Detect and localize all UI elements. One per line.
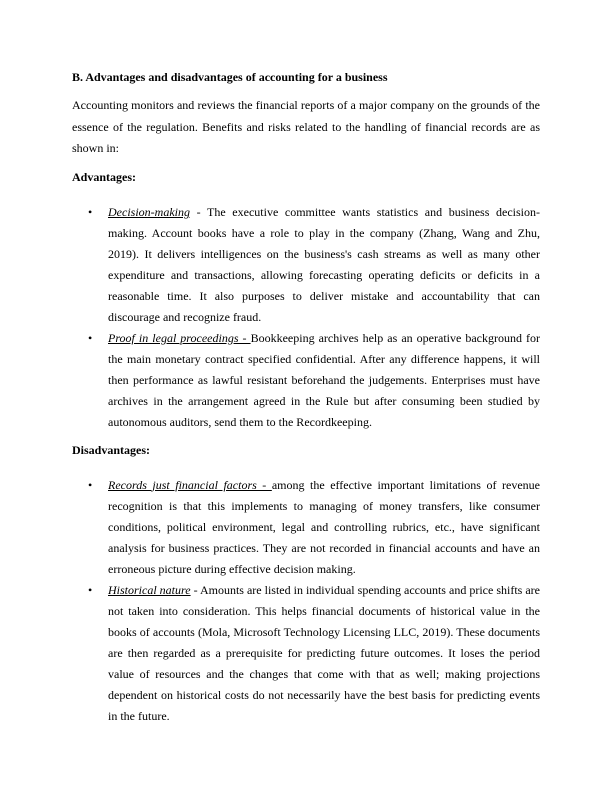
list-item-text: Bookkeeping archives help as an operative background for the main monetary contract specified confidential. After any difference happens, it will then performance as lawful resistant beforehand the judgements. Enterprises must have archives in the arrangement agreed in the Rule but after consuming been studied by autonomous auditors, send them to the Recordkeeping. xyxy=(108,330,541,429)
list-item-term: Proof in legal proceedings - xyxy=(108,330,251,345)
disadvantages-list xyxy=(72,475,540,727)
list-item xyxy=(72,580,540,727)
bullet-icon: • xyxy=(88,477,93,492)
list-item xyxy=(72,475,540,580)
intro-paragraph: Accounting monitors and reviews the financial reports of a major company on the grounds of the essence of the regulation. Benefits and risks related to the handling of financial records are as shown in: xyxy=(72,98,540,155)
bullet-icon: • xyxy=(88,330,93,345)
document-page xyxy=(72,69,540,736)
list-item-term: Decision-making xyxy=(108,204,190,219)
list-item-term: Historical nature xyxy=(108,582,191,597)
advantages-list xyxy=(72,202,540,433)
disadvantages-heading: Disadvantages: xyxy=(72,442,151,457)
list-item xyxy=(72,202,540,328)
section-heading: B. Advantages and disadvantages of accounting for a business xyxy=(72,70,388,84)
list-item-text: - Amounts are listed in individual spending accounts and price shifts are not taken into consideration. This helps financial documents of historical value in the books of accounts (Mola, Microsoft Technology Licensing LLC, 2019). These documents are then regarded as a prerequisite for predicting future outcomes. It loses the period value of resources and the changes that come with that as well; making projections dependent on historical costs do not necessarily have the best basis for predicting events in the future. xyxy=(108,582,540,723)
bullet-icon: • xyxy=(88,582,93,597)
advantages-heading: Advantages: xyxy=(72,169,137,184)
list-item-text: among the effective important limitations of revenue recognition is that this implements to managing of money transfers, like consumer conditions, political environment, legal and controlling rubrics, etc., have significant analysis for business practices. They are not recorded in financial accounts and have an erroneous picture during effective decision making. xyxy=(108,477,540,576)
list-item-text: - The executive committee wants statistics and business decision-making. Account books have a role to play in the company (Zhang, Wang and Zhu, 2019). It delivers intelligences on the business's cash streams as well as many other expenditure and transactions, allowing forecasting operating deficits or deficits in a reasonable time. It also purposes to deliver mistake and accountability that can discourage and recognize fraud. xyxy=(108,204,540,324)
list-item-term: Records just financial factors - xyxy=(108,477,272,492)
list-item xyxy=(72,328,540,433)
bullet-icon: • xyxy=(88,204,93,219)
